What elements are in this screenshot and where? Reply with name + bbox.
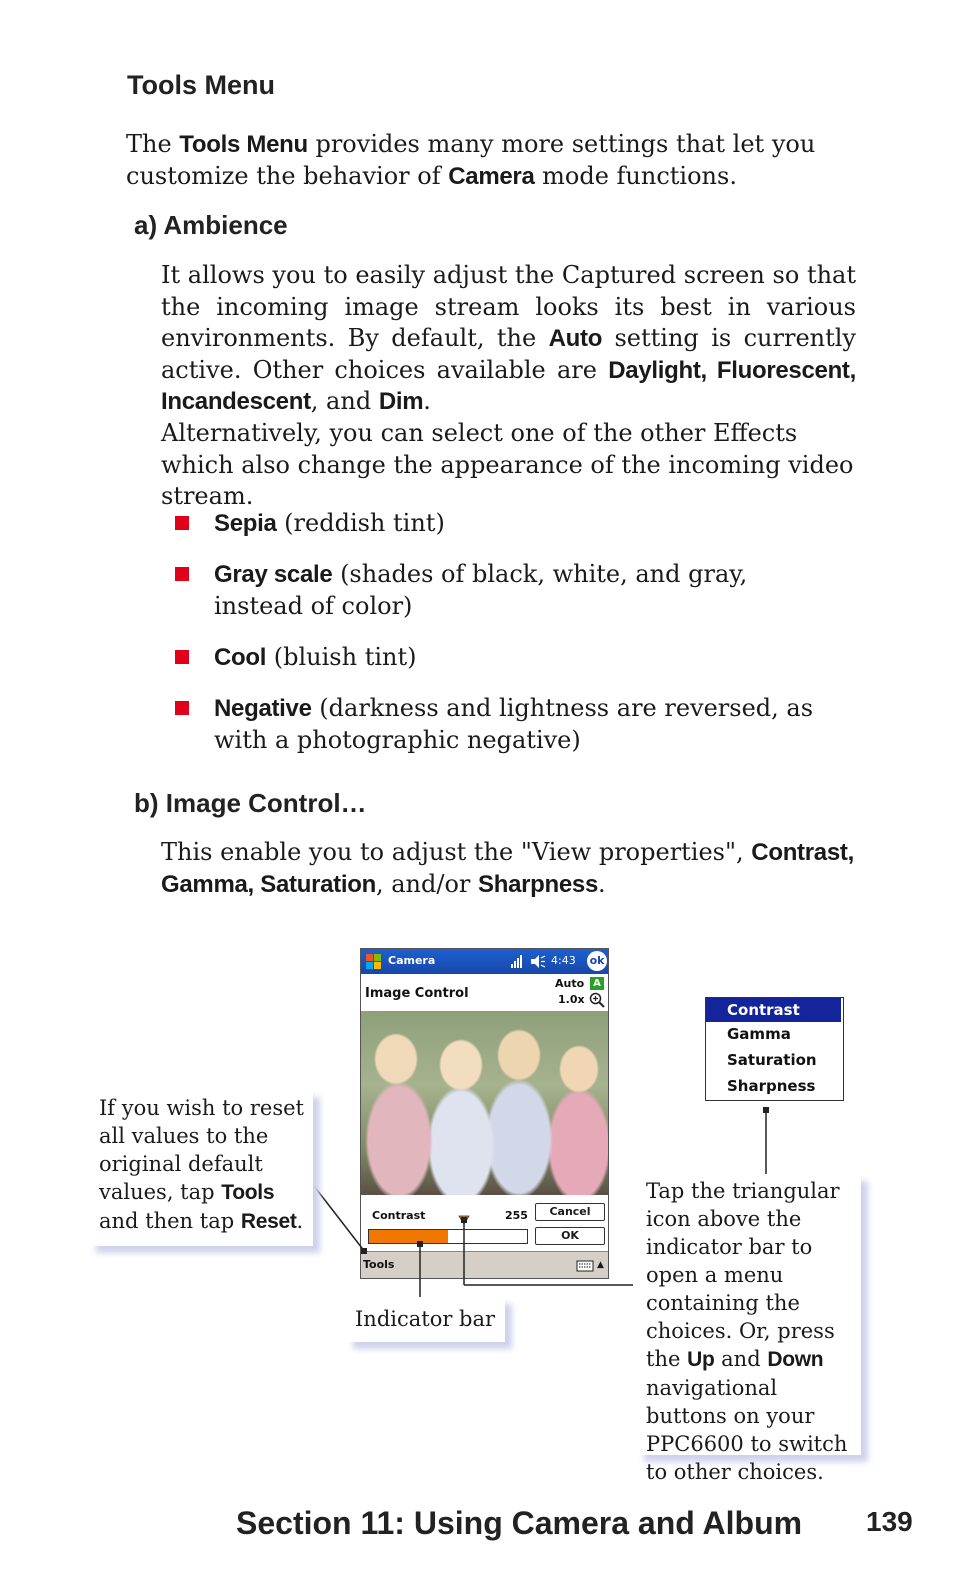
- control-value: 255: [505, 1209, 528, 1222]
- tools-menu[interactable]: Tools: [363, 1258, 395, 1271]
- bullet-marker: [175, 516, 189, 530]
- triangle-callout: [637, 1174, 861, 1484]
- dropdown-item-contrast[interactable]: Contrast: [706, 998, 841, 1022]
- pda-clock: 4:43: [551, 954, 576, 967]
- dropdown-item-sharpness[interactable]: Sharpness: [727, 1077, 816, 1095]
- pda-menu-bar: [361, 1251, 608, 1279]
- list-item: Cool (bluish tint): [214, 643, 417, 671]
- image-control-paragraph: This enable you to adjust the "View properties", Contrast, Gamma, Saturation, and/or Sharpness.: [161, 838, 854, 898]
- list-item: Sepia (reddish tint): [214, 509, 445, 537]
- reset-callout: [89, 1090, 313, 1246]
- indicator-bar[interactable]: [368, 1229, 528, 1244]
- ambience-heading: a) Ambience: [134, 210, 288, 240]
- zoom-label: 1.0x: [558, 993, 585, 1006]
- mode-badge[interactable]: A: [590, 977, 604, 990]
- list-item: Negative (darkness and lightness are reversed, as with a photographic negative): [214, 694, 814, 754]
- page-number: 139: [866, 1506, 913, 1537]
- reset-callout-text: If you wish to reset all values to the original default values, tap Tools and then tap Reset.: [99, 1096, 304, 1233]
- signal-icon[interactable]: [510, 953, 526, 970]
- ok-dialog-button[interactable]: OK: [535, 1227, 605, 1245]
- image-control-heading: b) Image Control…: [134, 788, 367, 818]
- camera-preview-image: [361, 1011, 608, 1195]
- magnifier-icon[interactable]: [589, 992, 605, 1008]
- pda-screen-title: Image Control: [365, 986, 469, 1001]
- indicator-callout-text: Indicator bar: [355, 1307, 496, 1331]
- image-control-dropdown: [705, 997, 844, 1101]
- footer-section-title: Section 11: Using Camera and Album: [236, 1505, 803, 1541]
- cancel-button[interactable]: Cancel: [535, 1203, 605, 1221]
- ok-button[interactable]: ok: [587, 951, 607, 971]
- dropdown-item-gamma[interactable]: Gamma: [727, 1025, 791, 1043]
- mode-label: Auto: [555, 977, 585, 990]
- list-item: Gray scale (shades of black, white, and gray, instead of color): [214, 560, 748, 620]
- speaker-icon[interactable]: [529, 953, 547, 970]
- control-label: Contrast: [372, 1209, 426, 1222]
- bullet-marker: [175, 650, 189, 664]
- pda-title-bar: [361, 949, 608, 974]
- page-heading: Tools Menu: [127, 70, 275, 100]
- triangle-callout-text: Tap the triangular icon above the indicator bar to open a menu containing the choices. Or, press the Up and Down navigational buttons on your PPC6600 to switch to other choices.: [646, 1179, 848, 1484]
- keyboard-icon[interactable]: [576, 1258, 594, 1272]
- triangle-menu-icon[interactable]: [458, 1210, 470, 1220]
- dropdown-item-saturation[interactable]: Saturation: [727, 1051, 817, 1069]
- bullet-marker: [175, 701, 189, 715]
- pda-screenshot: [360, 948, 609, 1279]
- input-up-arrow-icon[interactable]: ▲: [597, 1260, 604, 1270]
- bullet-marker: [175, 567, 189, 581]
- indicator-fill: [369, 1230, 448, 1243]
- ambience-paragraph: It allows you to easily adjust the Captured screen so that the incoming image stream looks its best in various environments. By default, the Auto setting is currently active. Other choices available are Daylight, Fluorescent, Incandescent, and Dim.: [161, 261, 856, 415]
- indicator-callout: [346, 1297, 505, 1342]
- windows-flag-icon[interactable]: [365, 953, 382, 970]
- effects-paragraph: Alternatively, you can select one of the other Effects which also change the appearance of the incoming video stream.: [161, 419, 854, 510]
- pda-app-title: Camera: [388, 954, 436, 967]
- intro-paragraph: The Tools Menu provides many more settings that let you customize the behavior of Camera mode functions.: [126, 130, 816, 190]
